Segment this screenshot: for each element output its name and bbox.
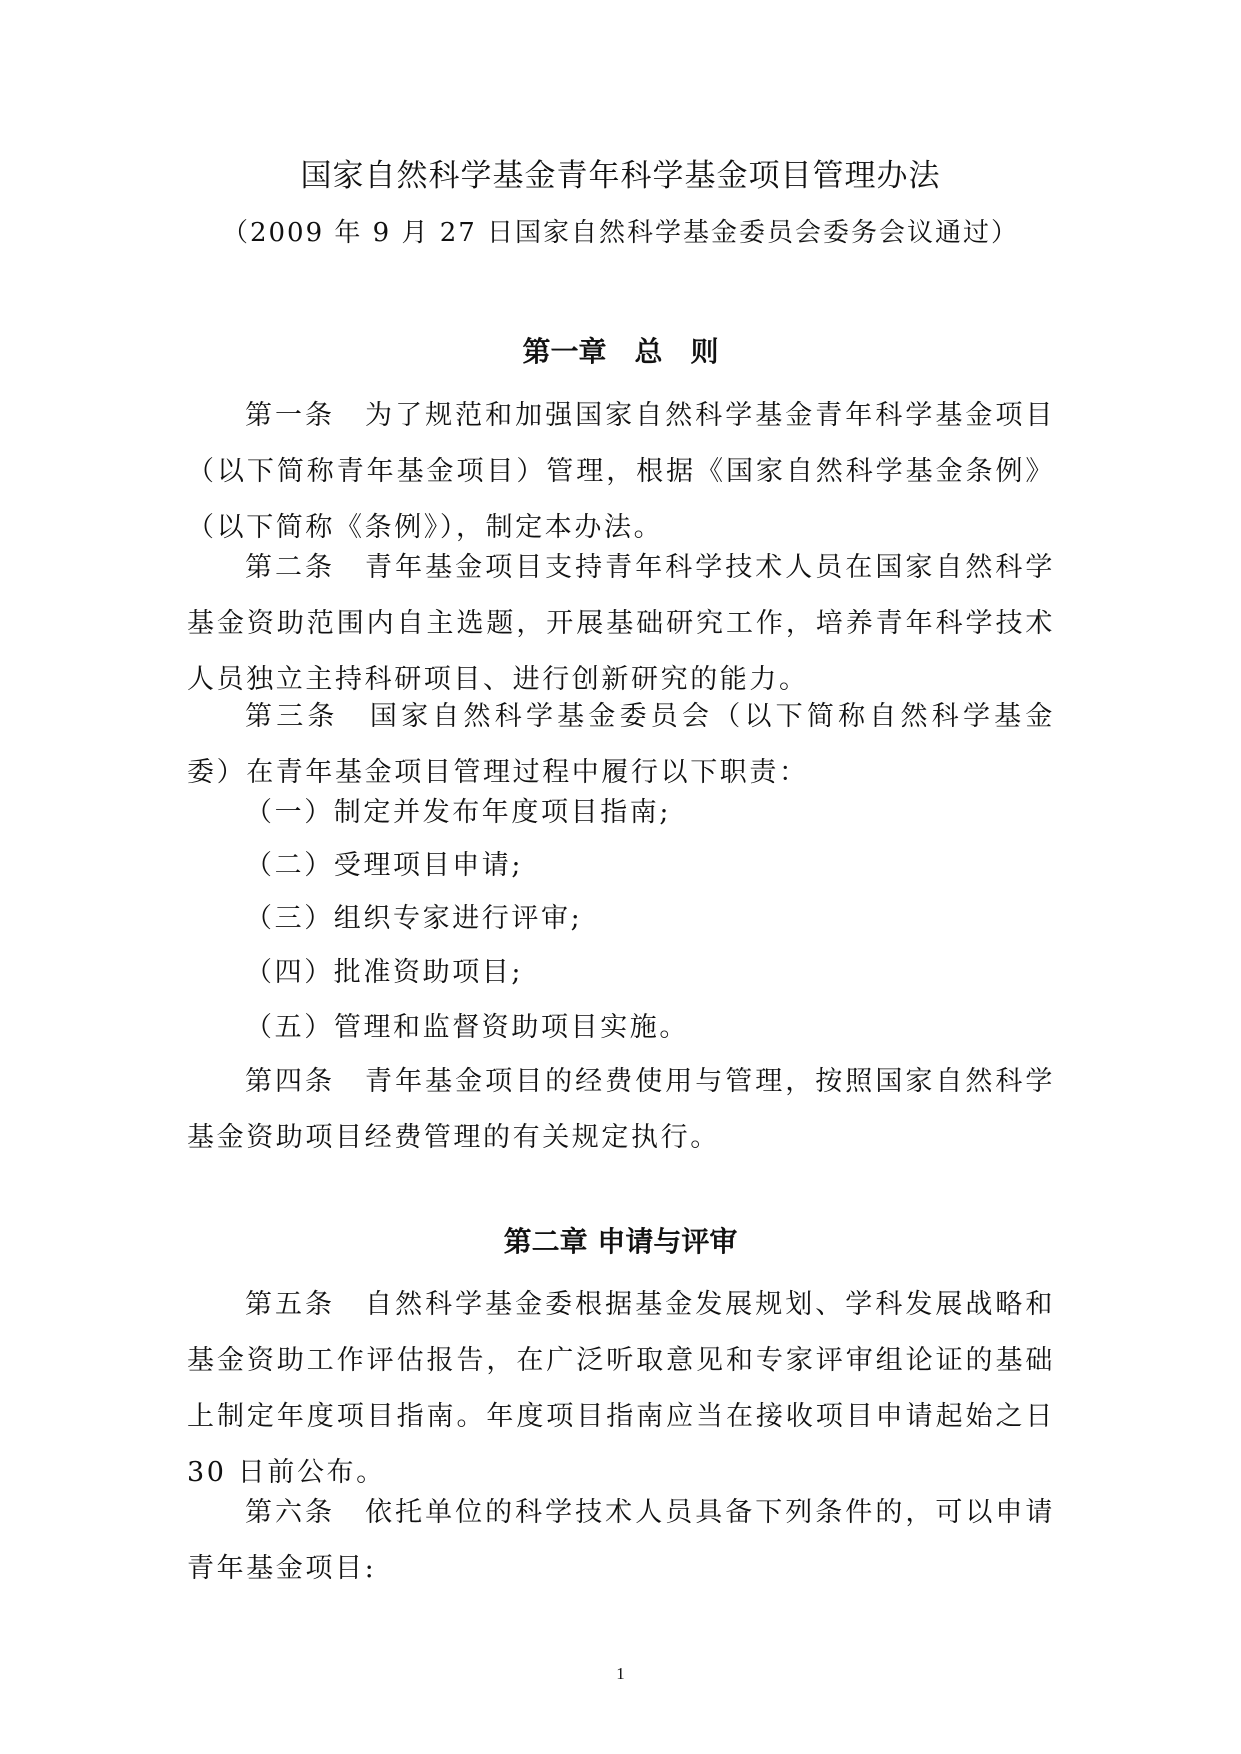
article-3: 第三条 国家自然科学基金委员会（以下简称自然科学基金委）在青年基金项目管理过程中履行以下职责： <box>187 701 1055 788</box>
article-4: 第四条 青年基金项目的经费使用与管理，按照国家自然科学基金资助项目经费管理的有关规定执行。 <box>187 1066 1055 1153</box>
article-5: 第五条 自然科学基金委根据基金发展规划、学科发展战略和基金资助工作评估报告，在广泛听取意见和专家评审组论证的基础上制定年度项目指南。年度项目指南应当在接收项目申请起始之日 30 日前公布。 <box>187 1289 1055 1488</box>
document-title: 国家自然科学基金青年科学基金项目管理办法 <box>300 158 941 194</box>
list-item: （一）制定并发布年度项目指南; <box>245 797 672 828</box>
document-subtitle: （2009 年 9 月 27 日国家自然科学基金委员会委务会议通过） <box>221 218 1020 248</box>
list-item: （三）组织专家进行评审; <box>245 903 583 934</box>
list-item: （五）管理和监督资助项目实施。 <box>245 1012 689 1043</box>
article-6: 第六条 依托单位的科学技术人员具备下列条件的，可以申请青年基金项目: <box>187 1497 1055 1584</box>
list-item: （二）受理项目申请; <box>245 850 524 881</box>
article-2: 第二条 青年基金项目支持青年科学技术人员在国家自然科学基金资助范围内自主选题，开展基础研究工作，培养青年科学技术人员独立主持科研项目、进行创新研究的能力。 <box>187 552 1055 695</box>
list-item: （四）批准资助项目; <box>245 957 524 988</box>
page-number: 1 <box>616 1664 625 1683</box>
chapter-title-2: 第二章 申请与评审 <box>503 1225 738 1258</box>
article-1: 第一条 为了规范和加强国家自然科学基金青年科学基金项目（以下简称青年基金项目）管理，根据《国家自然科学基金条例》（以下简称《条例》），制定本办法。 <box>187 400 1055 543</box>
chapter-title-1: 第一章 总 则 <box>522 335 719 368</box>
